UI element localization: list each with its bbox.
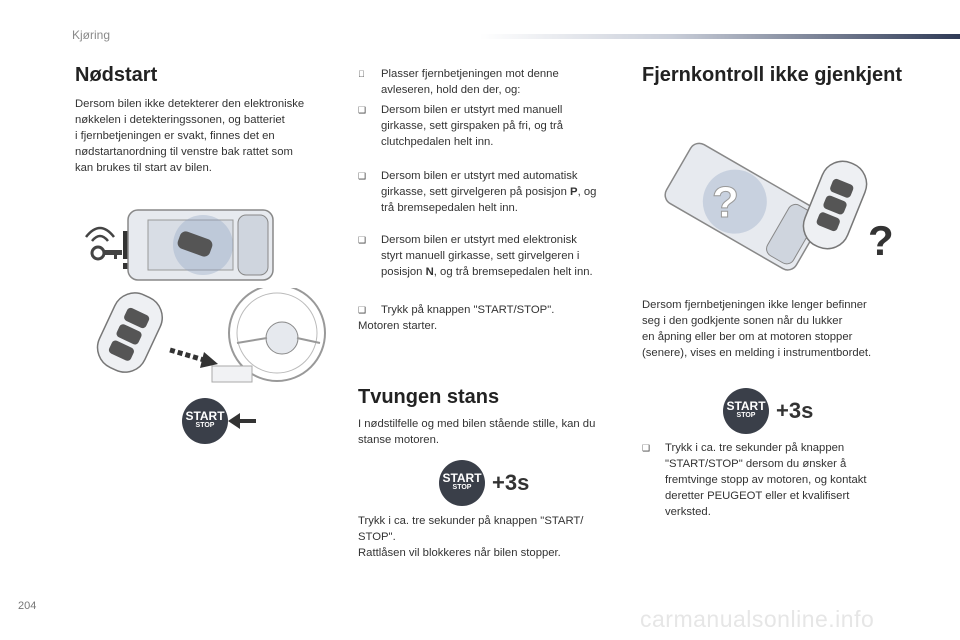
key-warning-icon [86, 228, 129, 269]
remote-not-recognised-illustration [650, 125, 900, 275]
key-fob-icon [92, 288, 169, 379]
tvungen-intro: I nødstilfelle og med bilen stående stille, kan du stanse motoren. [358, 418, 596, 446]
arrow-left-icon [228, 410, 258, 432]
van-topview [128, 210, 273, 280]
fjernkontroll-heading: Fjernkontroll ikke gjenkjent [642, 64, 903, 86]
step-automatic-gearbox: ❑ Dersom bilen er utstyrt med automatisk girkasse, sett girvelgeren på posisjon P, og trå bremsepedalen helt inn. [358, 170, 597, 214]
start-stop-button-icon: START STOP [723, 388, 769, 434]
van-with-key-illustration [78, 205, 338, 285]
step-electronic-gearbox: ❑ Dersom bilen er utstyrt med elektronisk styrt manuell girkasse, sett girvelgeren i posisjon N, og trå bremsepedalen helt inn. [358, 234, 593, 278]
watermark: carmanualsonline.info [640, 606, 875, 632]
question-mark-icon: ? [868, 217, 894, 264]
plus-3-seconds-icon: +3s [776, 398, 814, 423]
header-bar [480, 34, 960, 39]
steering-wheel-icon [212, 288, 325, 382]
start-stop-button-icon: START STOP [439, 460, 485, 506]
engine-starts-text: Motoren starter. [358, 320, 438, 332]
nodstart-intro: Dersom bilen ikke detekterer den elektroniske nøkkelen i detekteringssonen, og batteriet i fjernbetjeningen er svakt, finnes det en nødstartanordning til venstre bak rattet som kan brukes til start av bilen. [75, 98, 305, 174]
step-press-start-stop: ❑ Trykk på knappen "START/STOP". [358, 304, 555, 316]
nodstart-heading: Nødstart [75, 64, 158, 86]
step-force-stop: ❑ Trykk i ca. tre sekunder på knappen "START/STOP" dersom du ønsker å fremtvinge stopp av motoren, og kontakt deretter PEUGEOT eller et kvalifisert verksted. [642, 442, 867, 518]
start-stop-button-icon: START STOP [182, 398, 228, 444]
page-number: 204 [18, 600, 37, 612]
dashed-arrow-icon [170, 350, 218, 368]
step-manual-gearbox: ❑ Dersom bilen er utstyrt med manuell girkasse, sett girspaken på fri, og trå clutchpedalen helt inn. [358, 104, 564, 148]
section-label: Kjøring [72, 28, 111, 42]
fjern-intro: Dersom fjernbetjeningen ikke lenger befinner seg i den godkjente sonen når du lukker en åpning eller ber om at motoren stopper (senere), vises en melding i instrumentbordet. [642, 299, 872, 359]
key-fob-to-steering-column-illustration [92, 288, 332, 388]
step-place-remote: Plasser fjernbetjeningen mot denne avleseren, hold den der, og: [381, 68, 559, 96]
tvungen-heading: Tvungen stans [358, 386, 500, 408]
plus-3-seconds-icon: +3s [492, 470, 530, 495]
tvungen-instructions: Trykk i ca. tre sekunder på knappen "START/ STOP". Rattlåsen vil blokkeres når bilen stopper. [358, 515, 584, 559]
van-topview [662, 140, 826, 274]
question-mark-icon: ? [712, 178, 739, 227]
